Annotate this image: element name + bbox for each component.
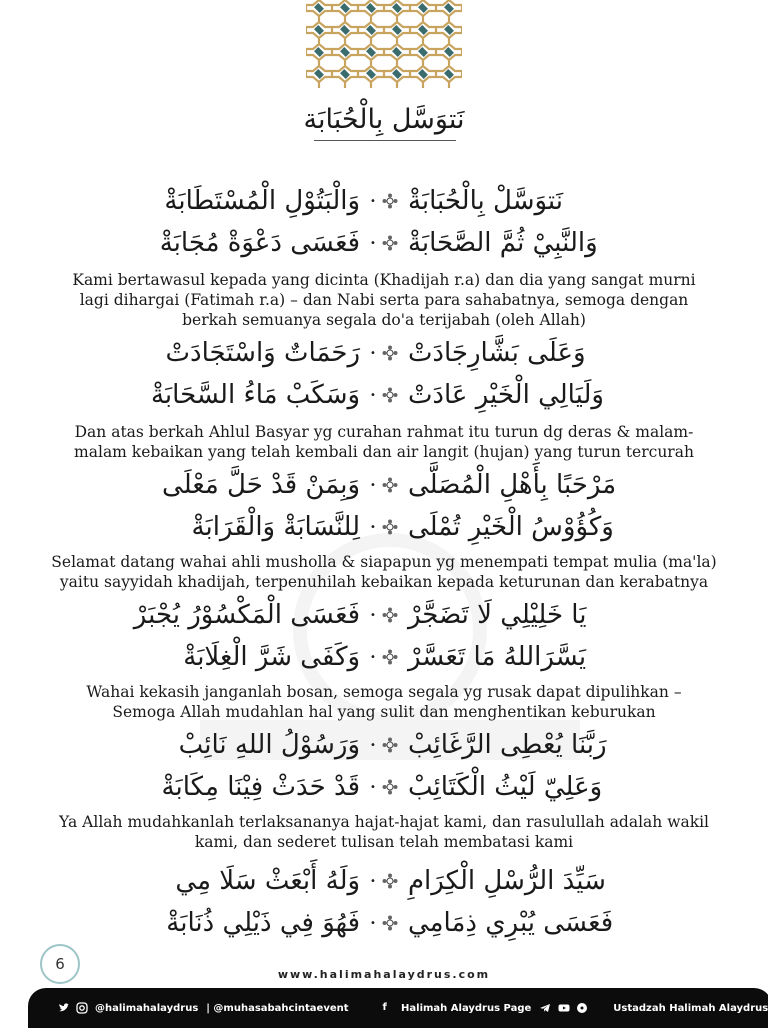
stanza-line (0, 642, 768, 672)
verse-half-left: وَبِمَنْ قَدْ حَلَّ مَعْلَى (162, 470, 361, 500)
stanza-line (0, 908, 768, 938)
verse-half-right: وَكُؤُوْسُ الْخَيْرِ تُمْلَى (407, 512, 614, 542)
facebook-page-name[interactable]: Halimah Alaydrus Page (401, 1003, 532, 1014)
event-handle[interactable]: | @muhasabahcintaevent (206, 1002, 349, 1014)
verse-separator: • (370, 915, 398, 931)
telegram-icon[interactable] (539, 1002, 551, 1014)
translation-line: Selamat datang wahai ahli musholla & siapapun yg menempati tempat mulia (ma'la) (51, 553, 717, 571)
poem-title: نَتوَسَّل بِالْحُبَابَة (303, 104, 465, 135)
translation-block (40, 812, 728, 852)
verse-half-left: وَلَهُ أَبْعَثْ سَلَا مِي (175, 866, 361, 896)
verse-half-left: فَعَسَى الْمَكْسُوْرُ يُجْبَرْ (133, 600, 361, 630)
youtube-channel-name[interactable]: Ustadzah Halimah Alaydrus (613, 1002, 768, 1014)
verse-separator: • (370, 519, 398, 535)
translation-line: lagi dihargai (Fatimah r.a) – dan Nabi serta para sahabatnya, semoga dengan (79, 291, 689, 309)
stanza-line (0, 772, 768, 802)
verse-half-left: قَدْ حَدَثْ فِيْنَا مِكَابَةْ (161, 772, 361, 802)
facebook-group (383, 1002, 532, 1014)
verse-half-left: لِلنَّسَابَةْ وَالْقَرَابَةْ (191, 512, 361, 542)
flower-ornament-icon (382, 477, 398, 493)
flower-ornament-icon (382, 607, 398, 623)
verse-half-left: وَرَسُوْلُ اللهِ نَائِبْ (178, 730, 361, 760)
verse-half-right: وَلَيَالِي الْخَيْرِ عَادَتْ (407, 380, 604, 410)
page-number-badge: 6 (40, 944, 80, 984)
translation-line: yaitu sayyidah khadijah, terpenuhilah kebaikan kepada keturunan dan kerabatnya (59, 573, 709, 591)
youtube-icon[interactable] (558, 1002, 570, 1014)
instagram-icon[interactable] (76, 1002, 88, 1014)
verse-separator: • (370, 779, 398, 795)
verse-separator: • (370, 193, 398, 209)
translation-block (40, 270, 728, 330)
translation-line: Ya Allah mudahkanlah terlaksananya hajat-hajat kami, dan rasulullah adalah wakil (58, 813, 710, 831)
flower-ornament-icon (382, 519, 398, 535)
verse-separator: • (370, 235, 398, 251)
translation-block (40, 422, 728, 462)
flower-ornament-icon (382, 779, 398, 795)
verse-half-left: رَحَمَاتٌ وَاسْتَجَادَتْ (165, 338, 361, 368)
podcast-icon[interactable] (576, 1002, 588, 1014)
verse-half-left: فَهُوَ فِي ذَيْلِي ذُنَابَةْ (166, 908, 361, 938)
verse-half-right: يَسَّرَاللهُ مَا تَعَسَّرْ (407, 642, 587, 672)
website-url[interactable]: www.halimahalaydrus.com (277, 968, 491, 981)
stanza-line (0, 866, 768, 896)
verse-half-right: مَرْحَبًا بِأَهْلِ الْمُصَلَّى (407, 470, 617, 500)
translation-line: berkah semuanya segala do'a terijabah (oleh Allah) (182, 311, 586, 329)
translation-block (40, 682, 728, 722)
verse-separator: • (370, 607, 398, 623)
verse-half-right: نَتوَسَّلْ بِالْحُبَابَةْ (407, 186, 564, 216)
translation-line: Semoga Allah mudahlan hal yang sulit dan menghentikan keburukan (112, 703, 656, 721)
footer-bar (28, 988, 768, 1028)
verse-half-right: وَعَلِيّ لَيْثُ الْكَتَائِبْ (407, 772, 603, 802)
verse-half-left: وَسَكَبْ مَاءُ السَّحَابَةْ (150, 380, 361, 410)
verse-separator: • (370, 873, 398, 889)
stanza-line (0, 512, 768, 542)
media-icons (539, 1002, 591, 1014)
translation-line: Dan atas berkah Ahlul Basyar yg curahan rahmat itu turun dg deras & malam- (74, 423, 694, 441)
verse-half-left: وَكَفَى شَرَّ الْغِلَابَةْ (183, 642, 361, 672)
geometric-ornament (306, 0, 462, 88)
stanza-line (0, 730, 768, 760)
verse-half-right: رَبَّنَا يُعْطِى الرَّغَائِبْ (407, 730, 607, 760)
verse-half-right: سَيِّدَ الرُّسْلِ الْكِرَامِ (407, 866, 606, 896)
stanza-line (0, 228, 768, 258)
stanza-line (0, 186, 768, 216)
stanza-line (0, 600, 768, 630)
translation-line: kami, dan sederet tulisan telah membatasi kami (194, 833, 574, 851)
flower-ornament-icon (382, 737, 398, 753)
stanza-line (0, 380, 768, 410)
flower-ornament-icon (382, 915, 398, 931)
flower-ornament-icon (382, 235, 398, 251)
verse-half-right: وَعَلَى بَشَّارِجَادَتْ (407, 338, 586, 368)
verse-separator: • (370, 649, 398, 665)
stanza-line (0, 470, 768, 500)
translation-line: Kami bertawasul kepada yang dicinta (Khadijah r.a) dan dia yang sangat murni (72, 271, 696, 289)
verse-half-right: وَالنَّبِيْ ثُمَّ الصَّحَابَةْ (407, 228, 598, 258)
translation-line: malam kebaikan yang telah kembali dan air langit (hujan) yang turun tercurah (74, 443, 694, 461)
stanza-line (0, 338, 768, 368)
verse-separator: • (370, 387, 398, 403)
verse-half-right: يَا خَلِيْلِي لَا تَضَجَّرْ (407, 600, 587, 630)
instagram-handle[interactable]: @halimahalaydrus (94, 1003, 199, 1014)
twitter-icon[interactable] (58, 1002, 70, 1014)
flower-ornament-icon (382, 387, 398, 403)
verse-separator: • (370, 345, 398, 361)
verse-half-right: فَعَسَى يُبْرِي ذِمَامِي (407, 908, 614, 938)
translation-block (40, 552, 728, 592)
facebook-icon[interactable]: f (382, 1002, 387, 1013)
verse-half-left: وَالْبَتُوْلِ الْمُسْتَطَابَةْ (164, 186, 361, 216)
flower-ornament-icon (382, 193, 398, 209)
flower-ornament-icon (382, 649, 398, 665)
verse-separator: • (370, 737, 398, 753)
flower-ornament-icon (382, 345, 398, 361)
verse-half-left: فَعَسَى دَعْوَةْ مُجَابَةْ (159, 228, 361, 258)
title-underline (314, 140, 456, 141)
translation-line: Wahai kekasih janganlah bosan, semoga segala yg rusak dapat dipulihkan – (86, 683, 682, 701)
flower-ornament-icon (382, 873, 398, 889)
footer-social-group (58, 1002, 198, 1014)
verse-separator: • (370, 477, 398, 493)
